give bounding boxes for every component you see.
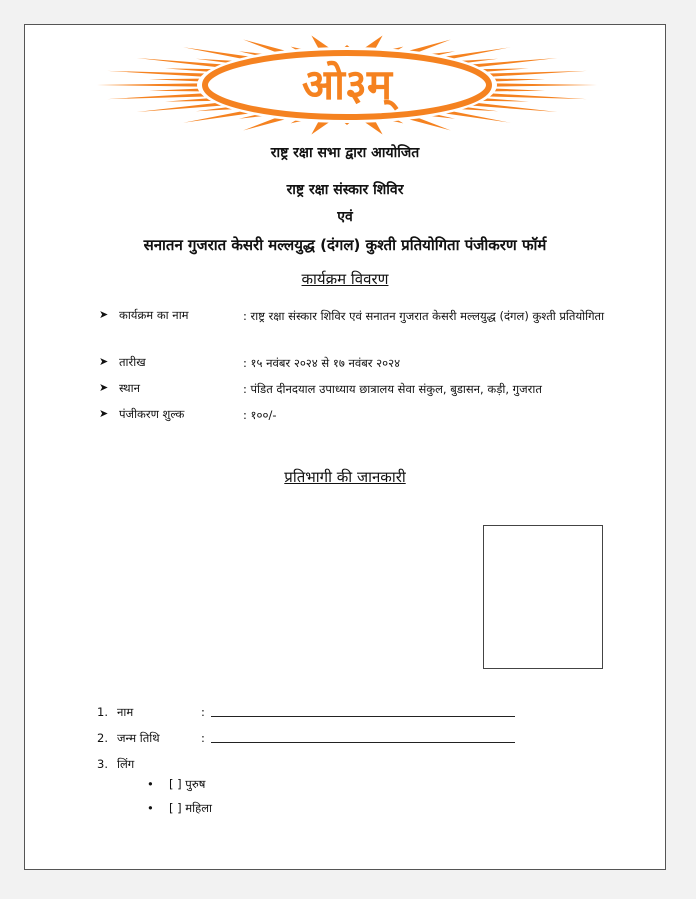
camp-title: राष्ट्र रक्षा संस्कार शिविर [286,182,404,198]
sun-ray [107,71,215,77]
participant-info-heading: प्रतिभागी की जानकारी [284,468,406,486]
and-line: एवं [337,209,353,225]
arrow-bullet-icon: ➤ [99,355,109,368]
detail-label: स्थान [119,381,140,395]
field-number: 1. [97,705,108,719]
detail-label: पंजीकरण शुल्क [119,407,185,421]
sun-ray [479,71,587,77]
om-logo-text: ओ३म् [302,60,392,109]
field-number: 2. [97,731,108,745]
detail-value: : पंडित दीनदयाल उपाध्याय छात्रालय सेवा संकुल, बुडासन, कड़ी, गुजरात [243,382,542,396]
arrow-bullet-icon: ➤ [99,407,109,420]
detail-label: कार्यक्रम का नाम [119,308,189,322]
program-details-heading: कार्यक्रम विवरण [301,270,389,288]
dob-blank-line[interactable] [211,742,515,743]
om-sun-logo [87,35,607,135]
sun-ray [97,83,207,86]
detail-value: : १००/- [243,408,277,422]
photo-box [483,525,603,669]
organizer-line: राष्ट्र रक्षा सभा द्वारा आयोजित [270,145,420,161]
sun-ray [479,93,587,99]
form-page [24,24,666,870]
bullet-dot-icon: • [147,777,154,791]
sun-ray [487,83,597,86]
detail-value: : १५ नवंबर २०२४ से १७ नवंबर २०२४ [243,356,401,370]
competition-title: सनातन गुजरात केसरी मल्लयुद्ध (दंगल) कुश्ती प्रतियोगिता पंजीकरण फॉर्म [143,236,547,254]
sun-ray [107,93,215,99]
field-label: जन्म तिथि [117,731,160,745]
field-number: 3. [97,757,108,771]
field-colon: : [201,731,205,745]
field-colon: : [201,705,205,719]
field-label: लिंग [117,757,135,771]
arrow-bullet-icon: ➤ [99,308,109,321]
field-label: नाम [117,705,134,719]
name-blank-line[interactable] [211,716,515,717]
option-label: [ ] पुरुष [169,777,206,791]
detail-label: तारीख [119,355,146,369]
detail-value: : राष्ट्र रक्षा संस्कार शिविर एवं सनातन गुजरात केसरी मल्लयुद्ध (दंगल) कुश्ती प्रतियोगिता [243,309,605,323]
bullet-dot-icon: • [147,801,154,815]
arrow-bullet-icon: ➤ [99,381,109,394]
option-label: [ ] महिला [169,801,213,815]
